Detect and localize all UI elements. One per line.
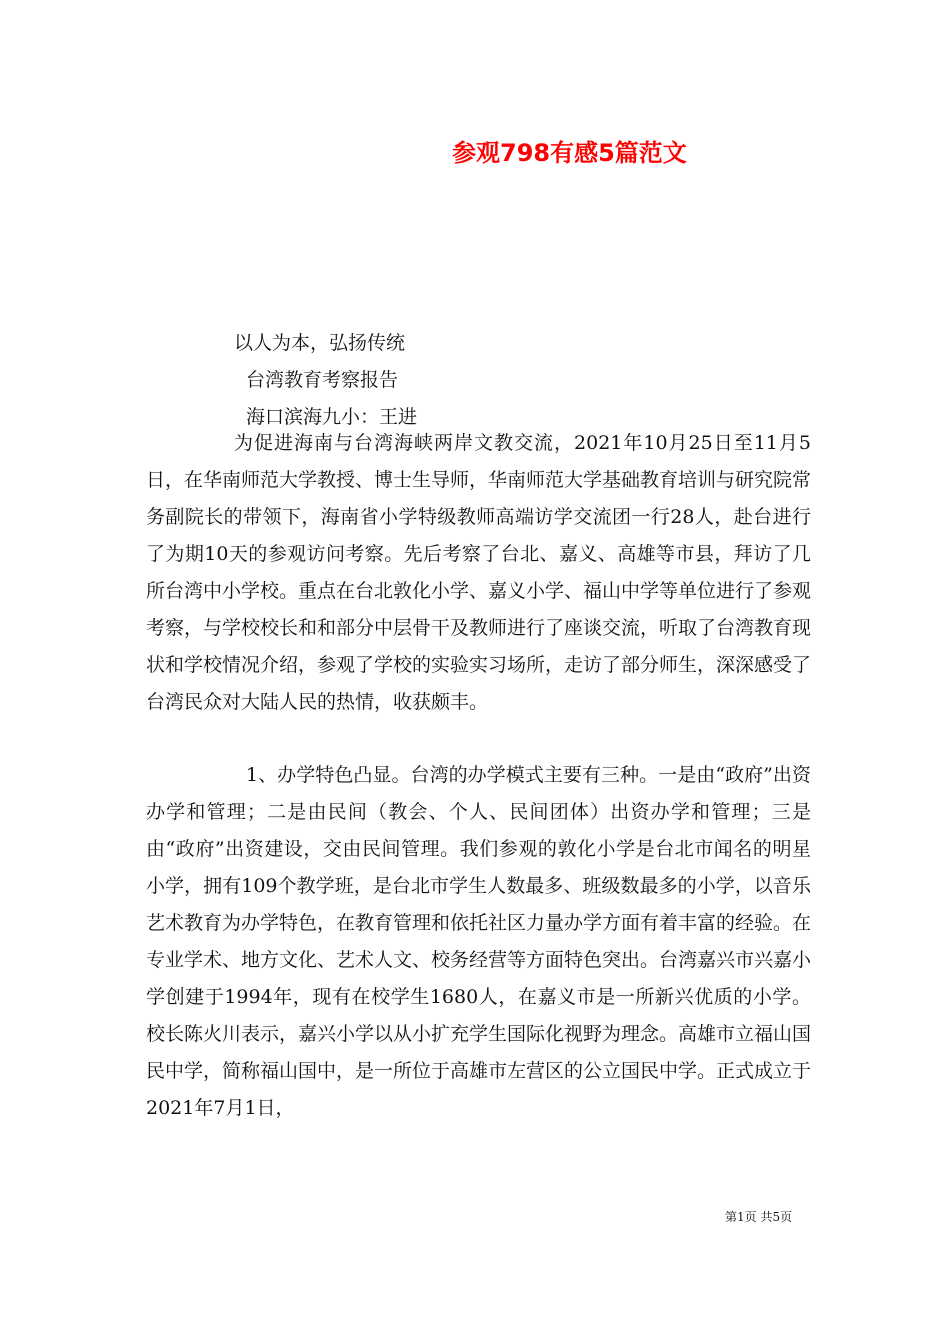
body-paragraph-intro: 为促进海南与台湾海峡两岸文教交流，2021年10月25日至11月5日，在华南师范大学教授、博士生导师，华南师范大学基础教育培训与研究院常务副院长的带领下，海南省小学特级教师高端访学交流团一行28人，赴台进行了为期10天的参观访问考察。先后考察了台北、嘉义、高雄等市县，拜访了几所台湾中小学校。重点在台北敦化小学、嘉义小学、福山中学等单位进行了参观考察，与学校校长和和部分中层骨干及教师进行了座谈交流，听取了台湾教育现状和学校情况介绍，参观了学校的实验实习场所，走访了部分师生，深深感受了台湾民众对大陆人民的热情，收获颇丰。	[146, 432, 812, 713]
heading-motto: 以人为本，弘扬传统	[234, 332, 406, 354]
page-number-footer: 第1页 共5页	[725, 1210, 793, 1224]
body-paragraph-section-1: 1、办学特色凸显。台湾的办学模式主要有三种。一是由“政府”出资办学和管理；二是由民间（教会、个人、民间团体）出资办学和管理；三是由“政府”出资建设，交由民间管理。我们参观的敦化小学是台北市闻名的明星小学，拥有109个教学班，是台北市学生人数最多、班级数最多的小学，以音乐艺术教育为办学特色，在教育管理和依托社区力量办学方面有着丰富的经验。在专业学术、地方文化、艺术人文、校务经营等方面特色突出。台湾嘉兴市兴嘉小学创建于1994年，现有在校学生1680人，在嘉义市是一所新兴优质的小学。校长陈火川表示，嘉兴小学以从小扩充学生国际化视野为理念。高雄市立福山国民中学，简称福山国中，是一所位于高雄市左营区的公立国民中学。正式成立于2021年7月1日，	[146, 764, 812, 1119]
heading-author: 海口滨海九小：王进	[246, 406, 418, 428]
document-title: 参观798有感5篇范文	[452, 139, 687, 167]
heading-report-title: 台湾教育考察报告	[246, 369, 399, 391]
